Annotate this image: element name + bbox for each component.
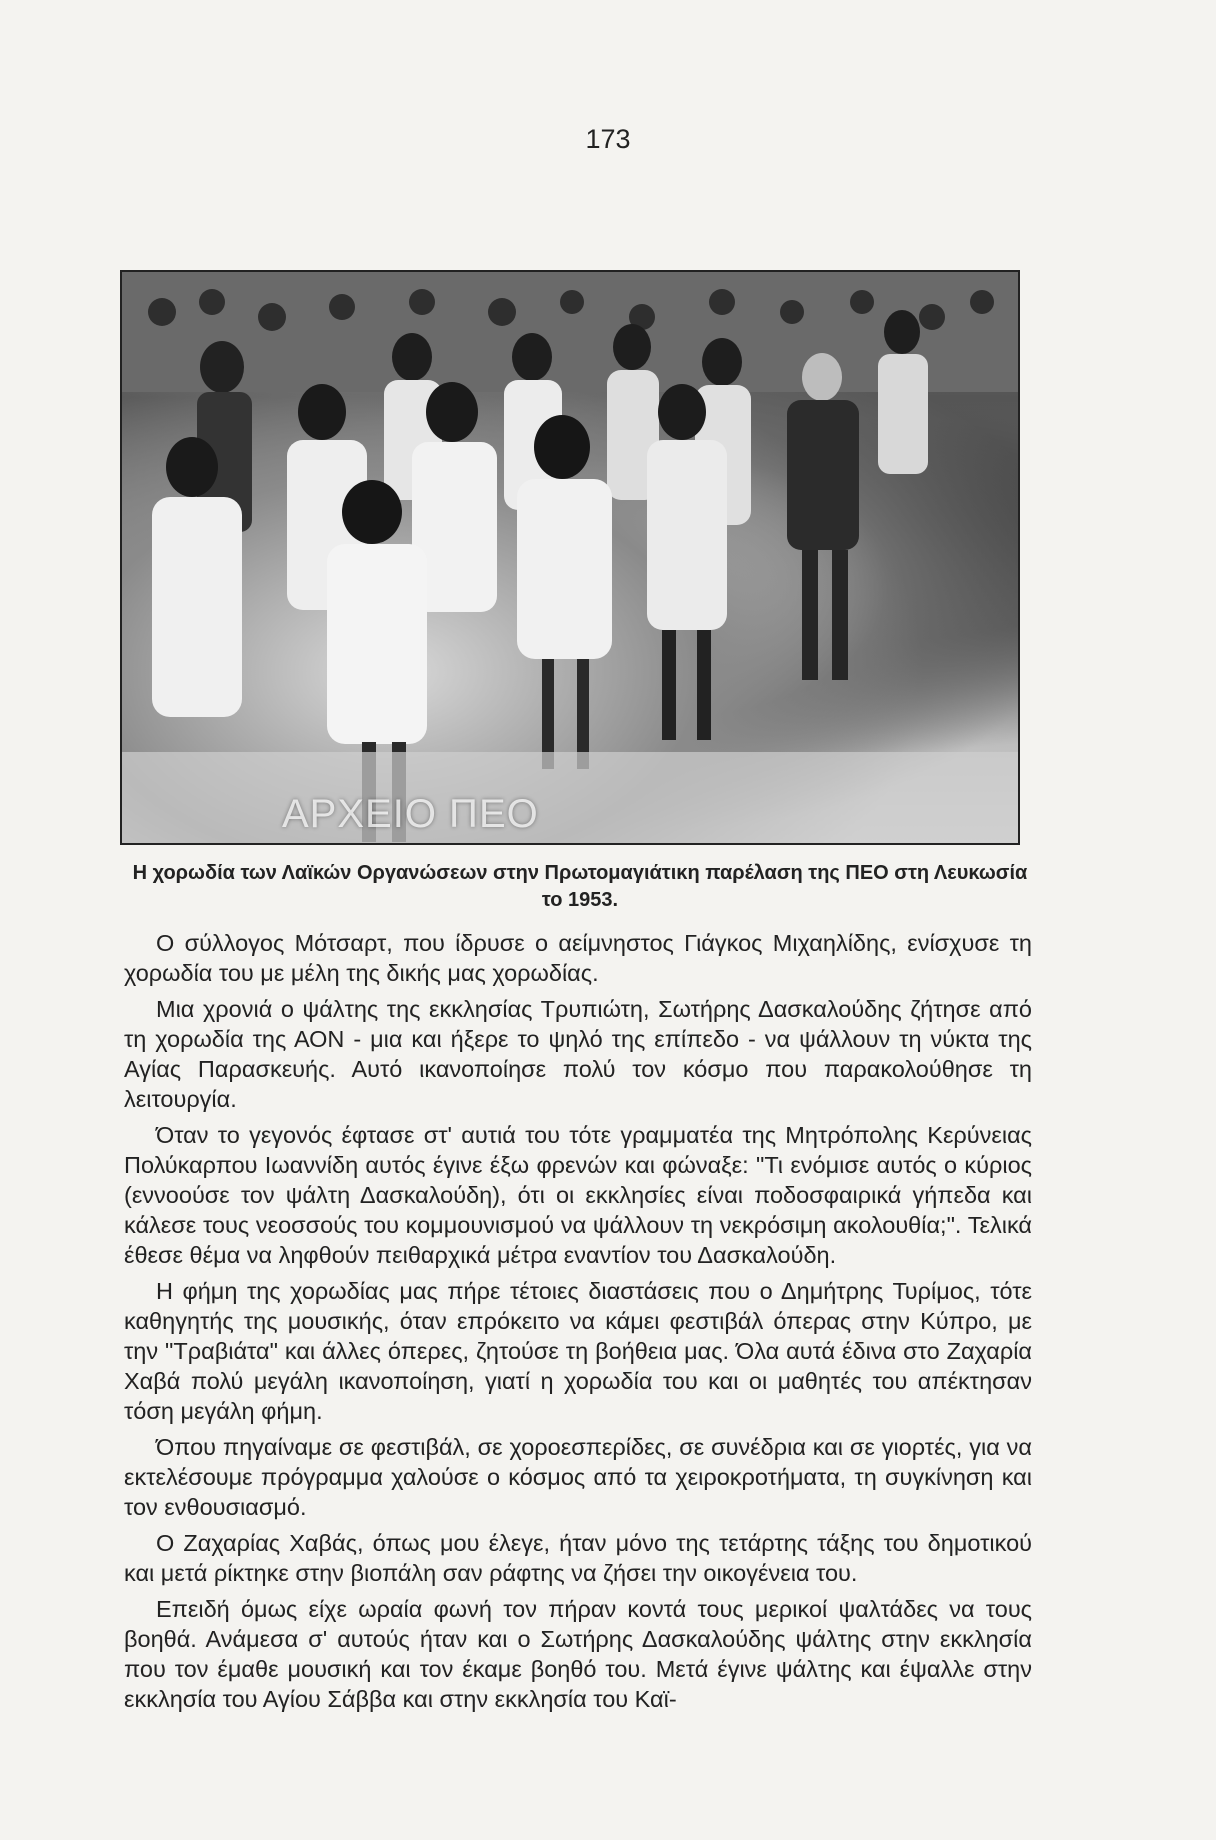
paragraph: Επειδή όμως είχε ωραία φωνή τον πήραν κοντά τους μερικοί ψαλτάδες να τους βοηθά. Ανάμεσα σ' αυτούς ήταν και ο Σωτήρης Δασκαλούδης ψάλτης στην εκκλησία που τον έμαθε μουσική και τον έκαμε βοηθό του. Μετά έγινε ψάλτης και έψαλλε στην εκκλησία του Αγίου Σάββα και στην εκκλησία του Καϊ- <box>124 1596 1032 1712</box>
paragraph: Η φήμη της χορωδίας μας πήρε τέτοιες διαστάσεις που ο Δημήτρης Τυρίμος, τότε καθηγητής της μουσικής, όταν επρόκειτο να κάμει φεστιβάλ όπερας στην Κύπρο, με την "Τραβιάτα" και άλλες όπερες, ζητούσε τη βοήθεια μας. Όλα αυτά έδινα στο Ζαχαρία Χαβά πολύ μεγάλη ικανοποίηση, γιατί η χορωδία του και οι μαθητές του απέκτησαν τόση μεγάλη φήμη. <box>124 1278 1032 1424</box>
paragraph: Ο Ζαχαρίας Χαβάς, όπως μου έλεγε, ήταν μόνο της τετάρτης τάξης του δημοτικού και μετά ρίκτηκε στην βιοπάλη σαν ράφτης να ζήσει την οικογένεια του. <box>124 1530 1032 1586</box>
parade-photo-icon <box>122 272 1020 845</box>
photo-caption: Η χορωδία των Λαϊκών Οργανώσεων στην Πρωτομαγιάτικη παρέλαση της ΠΕΟ στη Λευκωσία το 1953. <box>132 862 1028 911</box>
page-number: 173 <box>585 124 631 154</box>
paragraph: Ο σύλλογος Μότσαρτ, που ίδρυσε ο αείμνηστος Γιάγκος Μιχαηλίδης, ενίσχυσε τη χορωδία του με μέλη της δικής μας χορωδίας. <box>124 930 1032 986</box>
paragraph: Όταν το γεγονός έφτασε στ' αυτιά του τότε γραμματέα της Μητρόπολης Κερύνειας Πολύκαρπου Ιωαννίδη αυτός έγινε έξω φρενών και φώναξε: "Τι ενόμισε αυτός ο κύριος (εννοούσε τον ψάλτη Δασκαλούδη), ότι οι εκκλησίες είναι ποδοσφαιρικά γήπεδα και κάλεσε τους νεοσσούς του κομμουνισμού να ψάλλουν τη νεκρόσιμη ακολουθία;". Τελικά έθεσε θέμα να ληφθούν πειθαρχικά μέτρα εναντίον του Δασκαλούδη. <box>124 1122 1032 1268</box>
archive-watermark: ΑΡΧΕΙΟ ΠΕΟ <box>282 792 539 836</box>
paragraph: Όπου πηγαίναμε σε φεστιβάλ, σε χοροεσπερίδες, σε συνέδρια και σε γιορτές, για να εκτελέσουμε πρόγραμμα χαλούσε ο κόσμος από τα χειροκροτήματα, τη συγκίνηση και τον ενθουσιασμό. <box>124 1434 1032 1520</box>
parade-photo <box>120 270 1020 845</box>
body-text <box>124 928 1032 1720</box>
paragraph: Μια χρονιά ο ψάλτης της εκκλησίας Τρυπιώτη, Σωτήρης Δασκαλούδης ζήτησε από τη χορωδία της ΑΟΝ - μια και ήξερε το ψηλό της επίπεδο - να ψάλλουν τη νύκτα της Αγίας Παρασκευής. Αυτό ικανοποίησε πολύ τον κόσμο που παρακολούθησε τη λειτουργία. <box>124 996 1032 1112</box>
